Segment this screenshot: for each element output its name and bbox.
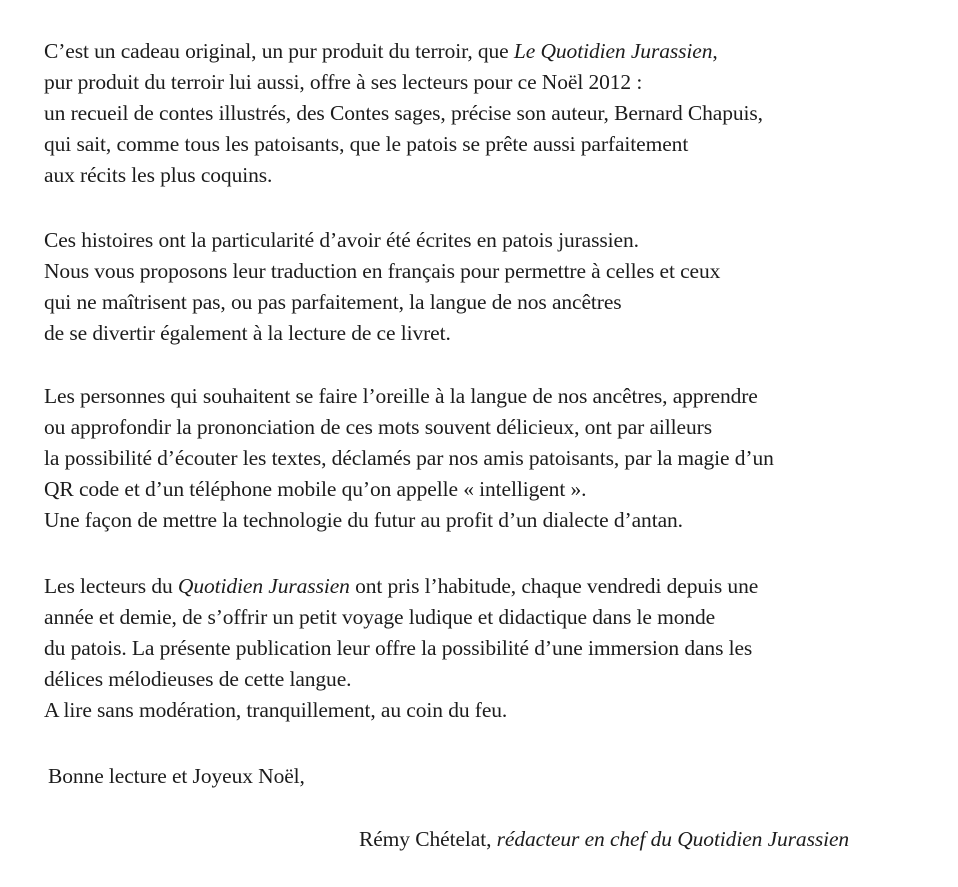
text-line: qui sait, comme tous les patoisants, que le patois se prête aussi parfaitement bbox=[44, 132, 689, 156]
closing-line: Bonne lecture et Joyeux Noël, bbox=[48, 764, 305, 788]
signature-title: rédacteur en chef du Quotidien Jurassien bbox=[496, 827, 850, 851]
newspaper-title: Le Quotidien Jurassien bbox=[513, 39, 713, 63]
paragraph-intro bbox=[44, 36, 763, 191]
signature bbox=[359, 824, 849, 855]
text-line: Nous vous proposons leur traduction en français pour permettre à celles et ceux bbox=[44, 259, 721, 283]
text-line: du patois. La présente publication leur offre la possibilité d’une immersion dans les bbox=[44, 636, 753, 660]
text-line: qui ne maîtrisent pas, ou pas parfaitement, la langue de nos ancêtres bbox=[44, 290, 622, 314]
paragraph-qr-code bbox=[44, 381, 774, 536]
text-line: un recueil de contes illustrés, des Contes sages, précise son auteur, Bernard Chapuis, bbox=[44, 101, 763, 125]
text-line: la possibilité d’écouter les textes, déclamés par nos amis patoisants, par la magie d’un bbox=[44, 446, 774, 470]
text-line: ou approfondir la prononciation de ces mots souvent délicieux, ont par ailleurs bbox=[44, 415, 712, 439]
signature-name: Rémy Chételat, bbox=[359, 827, 497, 851]
text-line: aux récits les plus coquins. bbox=[44, 163, 273, 187]
text-line: Les personnes qui souhaitent se faire l’oreille à la langue de nos ancêtres, apprendre bbox=[44, 384, 758, 408]
text-line: A lire sans modération, tranquillement, au coin du feu. bbox=[44, 698, 508, 722]
text-line: Ces histoires ont la particularité d’avoir été écrites en patois jurassien. bbox=[44, 228, 639, 252]
text-line: pur produit du terroir lui aussi, offre à ses lecteurs pour ce Noël 2012 : bbox=[44, 70, 643, 94]
text-line: Les lecteurs du Quotidien Jurassien ont pris l’habitude, chaque vendredi depuis une bbox=[44, 574, 759, 598]
paragraph-translation bbox=[44, 225, 720, 349]
text-line: délices mélodieuses de cette langue. bbox=[44, 667, 352, 691]
newspaper-title: Quotidien Jurassien bbox=[177, 574, 350, 598]
text-line: de se divertir également à la lecture de ce livret. bbox=[44, 321, 451, 345]
text-line: année et demie, de s’offrir un petit voyage ludique et didactique dans le monde bbox=[44, 605, 716, 629]
text-line: C’est un cadeau original, un pur produit du terroir, que Le Quotidien Jurassien, bbox=[44, 39, 718, 63]
paragraph-closing bbox=[48, 761, 305, 792]
paragraph-readers bbox=[44, 571, 758, 726]
text-line: Une façon de mettre la technologie du futur au profit d’un dialecte d’antan. bbox=[44, 508, 683, 532]
text-line: QR code et d’un téléphone mobile qu’on appelle « intelligent ». bbox=[44, 477, 587, 501]
